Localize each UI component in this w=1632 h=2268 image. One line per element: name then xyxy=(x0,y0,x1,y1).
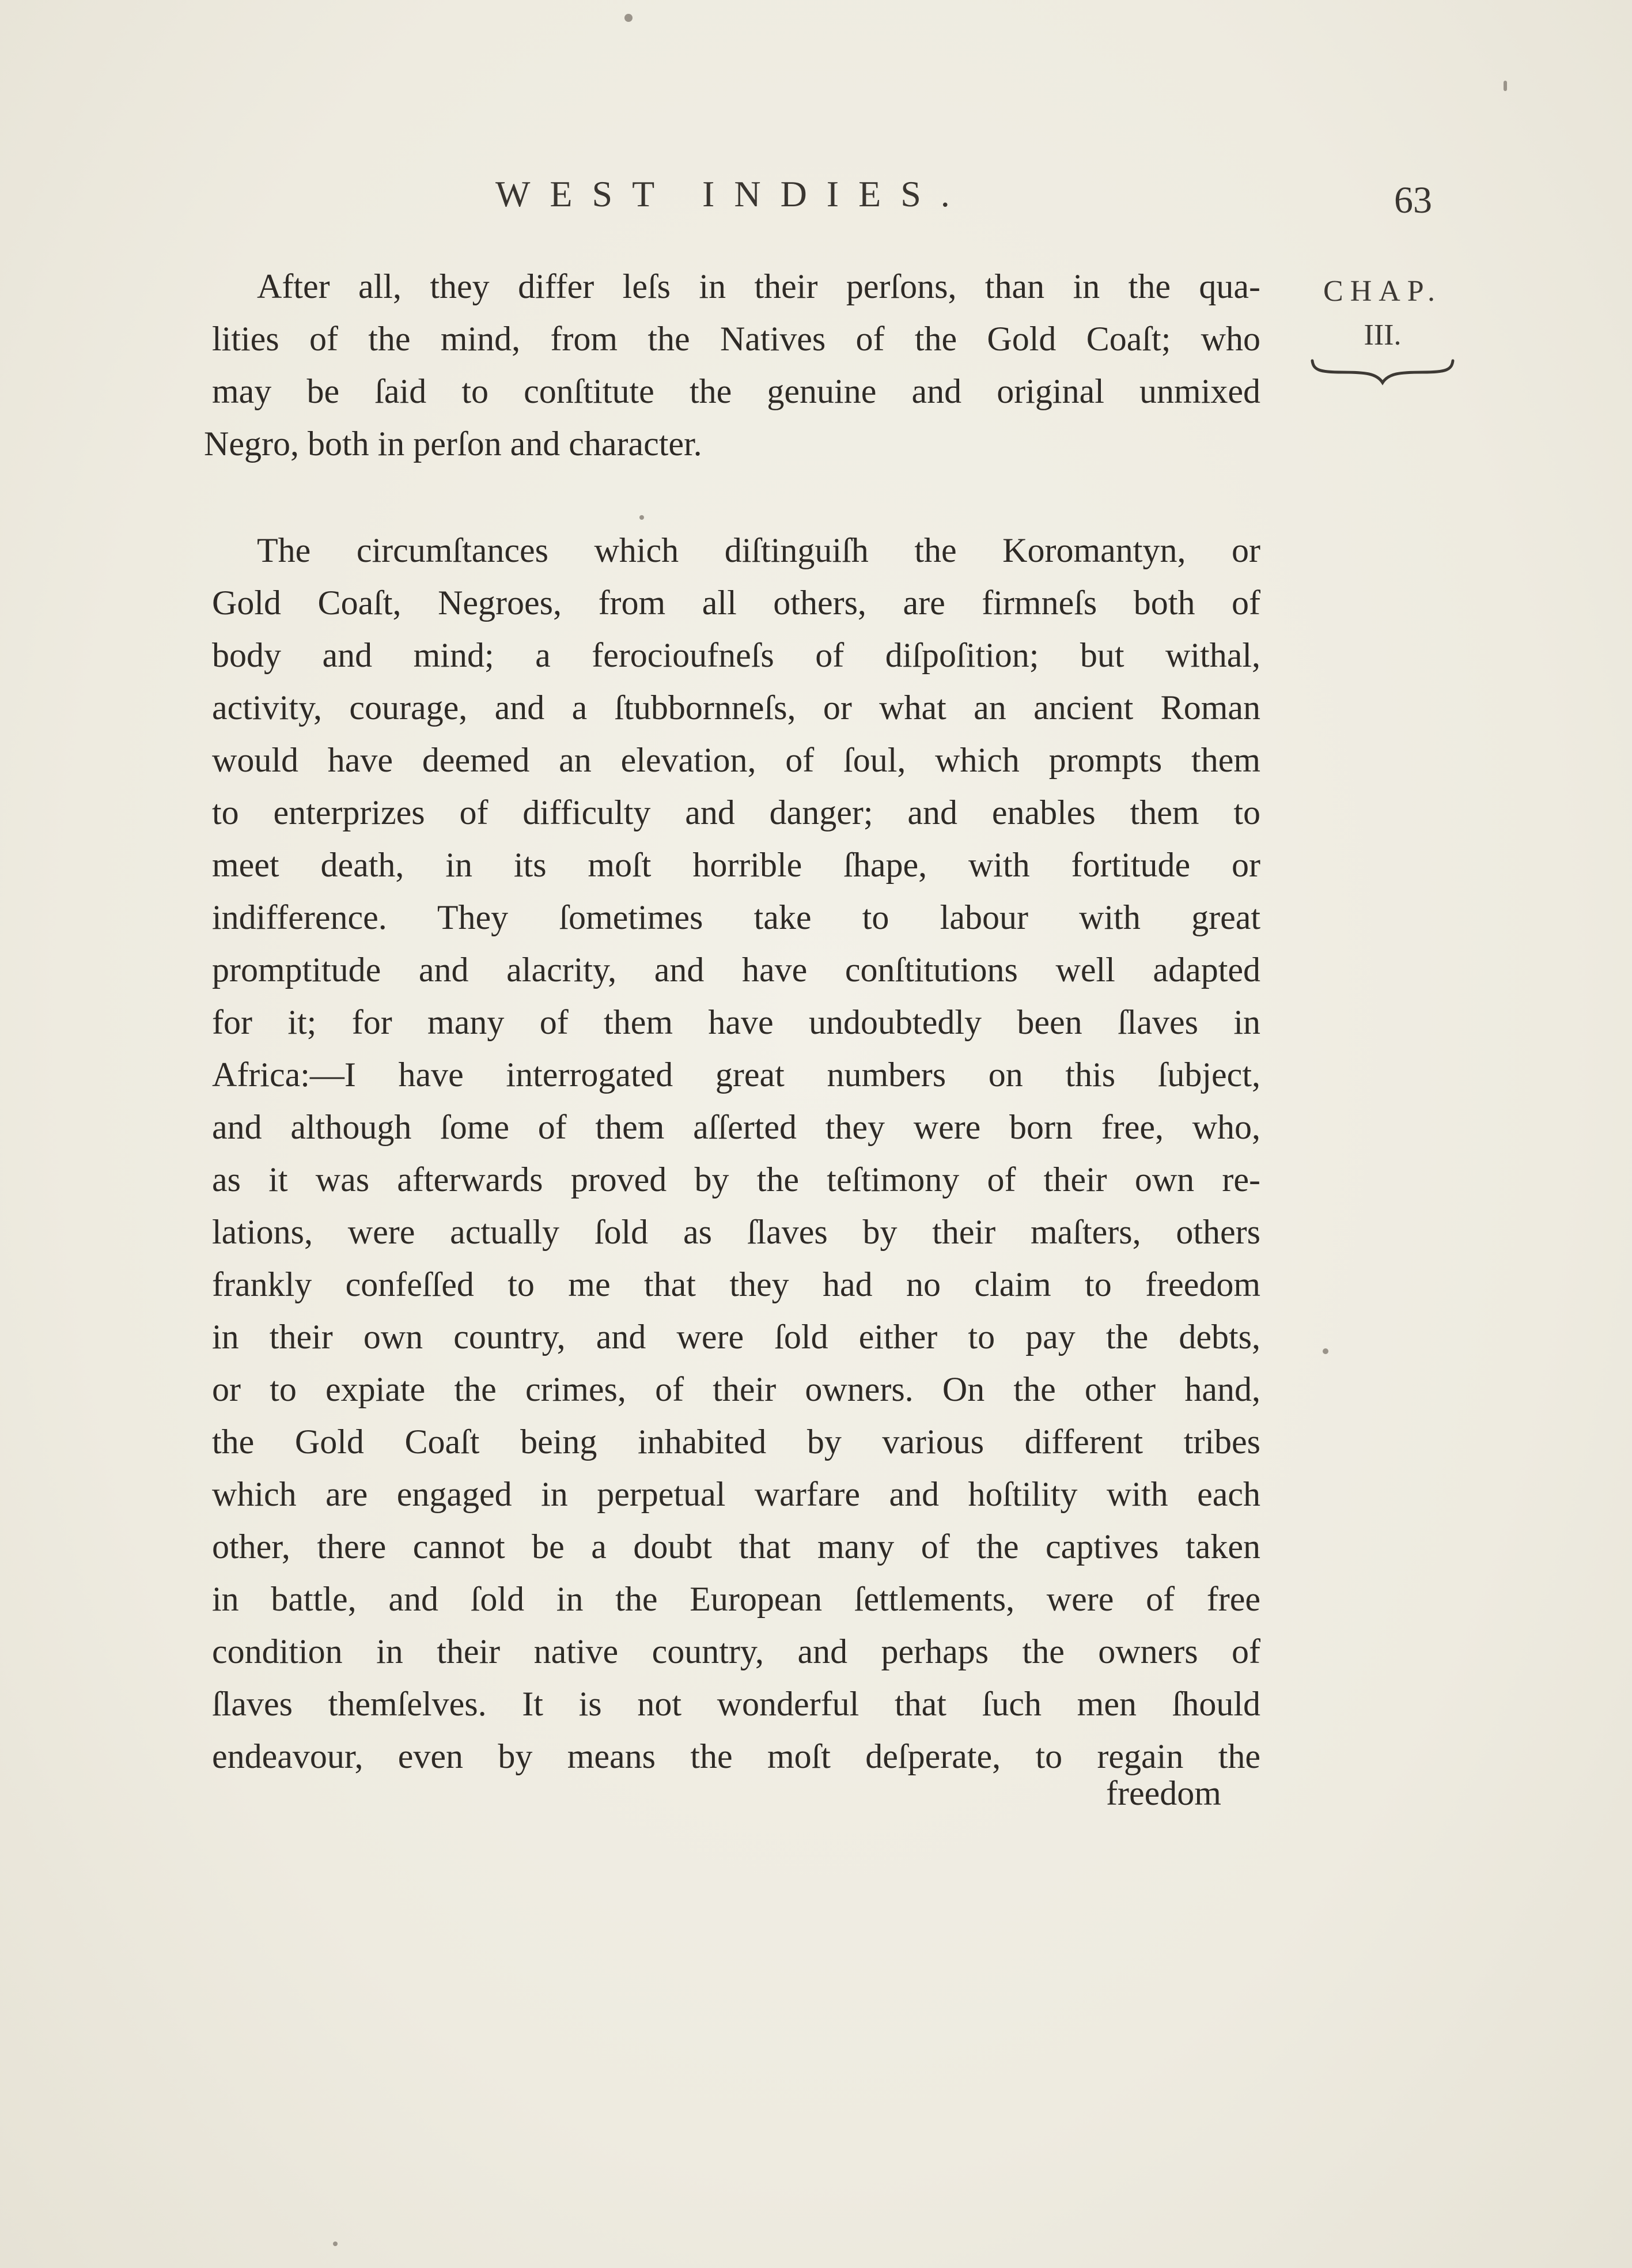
text-line: endeavour, even by means the moſt deſperate, to regain the xyxy=(212,1737,1260,1775)
text-line: After all, they differ leſs in their perſons, than in the qua- xyxy=(257,267,1260,305)
paper-speck xyxy=(333,2241,338,2246)
text-line: Gold Coaſt, Negroes, from all others, are firmneſs both of xyxy=(212,584,1260,622)
text-line: indifference. They ſometimes take to labour with great xyxy=(212,898,1260,936)
paper-speck xyxy=(639,515,644,520)
page-number: 63 xyxy=(1394,179,1432,221)
running-title: WEST INDIES. xyxy=(495,173,970,214)
chapter-number: III. xyxy=(1364,319,1402,351)
text-line: as it was afterwards proved by the teſtimony of their own re- xyxy=(212,1161,1260,1199)
text-line: which are engaged in perpetual warfare and hoſtility with each xyxy=(212,1475,1260,1513)
paper-speck xyxy=(1504,81,1507,91)
text-line: in their own country, and were ſold either to pay the debts, xyxy=(212,1318,1260,1356)
text-line: The circumſtances which diſtinguiſh the Koromantyn, or xyxy=(257,531,1260,569)
text-line: lities of the mind, from the Natives of the Gold Coaſt; who xyxy=(212,320,1260,358)
text-line: body and mind; a ferocioufneſs of diſpoſition; but withal, xyxy=(212,636,1260,674)
text-line: other, there cannot be a doubt that many of the captives taken xyxy=(212,1528,1260,1566)
text-line: may be ſaid to conſtitute the genuine and original unmixed xyxy=(212,372,1260,410)
text-line: would have deemed an elevation, of ſoul, which prompts them xyxy=(212,741,1260,779)
text-line: ſlaves themſelves. It is not wonderful that ſuch men ſhould xyxy=(212,1685,1260,1723)
paragraph-1 xyxy=(204,260,1260,470)
text-line: Africa:—I have interrogated great numbers on this ſubject, xyxy=(212,1056,1260,1094)
paper-speck xyxy=(624,14,633,22)
text-line: condition in their native country, and perhaps the owners of xyxy=(212,1632,1260,1670)
text-line: for it; for many of them have undoubtedly been ſlaves in xyxy=(212,1003,1260,1041)
text-line: and although ſome of them aſſerted they were born free, who, xyxy=(212,1108,1260,1146)
text-line: in battle, and ſold in the European ſettlements, were of free xyxy=(212,1580,1260,1618)
text-line: the Gold Coaſt being inhabited by various different tribes xyxy=(212,1423,1260,1461)
text-line: promptitude and alacrity, and have conſtitutions well adapted xyxy=(212,951,1260,989)
chapter-label: CHAP. xyxy=(1323,275,1442,308)
text-line: lations, were actually ſold as ſlaves by their maſters, others xyxy=(212,1213,1260,1251)
chapter-margin-note xyxy=(1308,270,1457,357)
paragraph-2 xyxy=(212,524,1260,1783)
paper-speck xyxy=(1323,1348,1328,1354)
text-line: or to expiate the crimes, of their owners. On the other hand, xyxy=(212,1370,1260,1408)
text-line: activity, courage, and a ſtubbornneſs, or what an ancient Roman xyxy=(212,689,1260,727)
text-line: Negro, both in perſon and character. xyxy=(204,425,702,463)
brace-ornament xyxy=(1308,357,1457,386)
text-line: meet death, in its moſt horrible ſhape, with fortitude or xyxy=(212,846,1260,884)
catchword: freedom xyxy=(1106,1774,1221,1812)
text-line: frankly confeſſed to me that they had no claim to freedom xyxy=(212,1265,1260,1303)
text-line: to enterprizes of difficulty and danger; and enables them to xyxy=(212,793,1260,831)
